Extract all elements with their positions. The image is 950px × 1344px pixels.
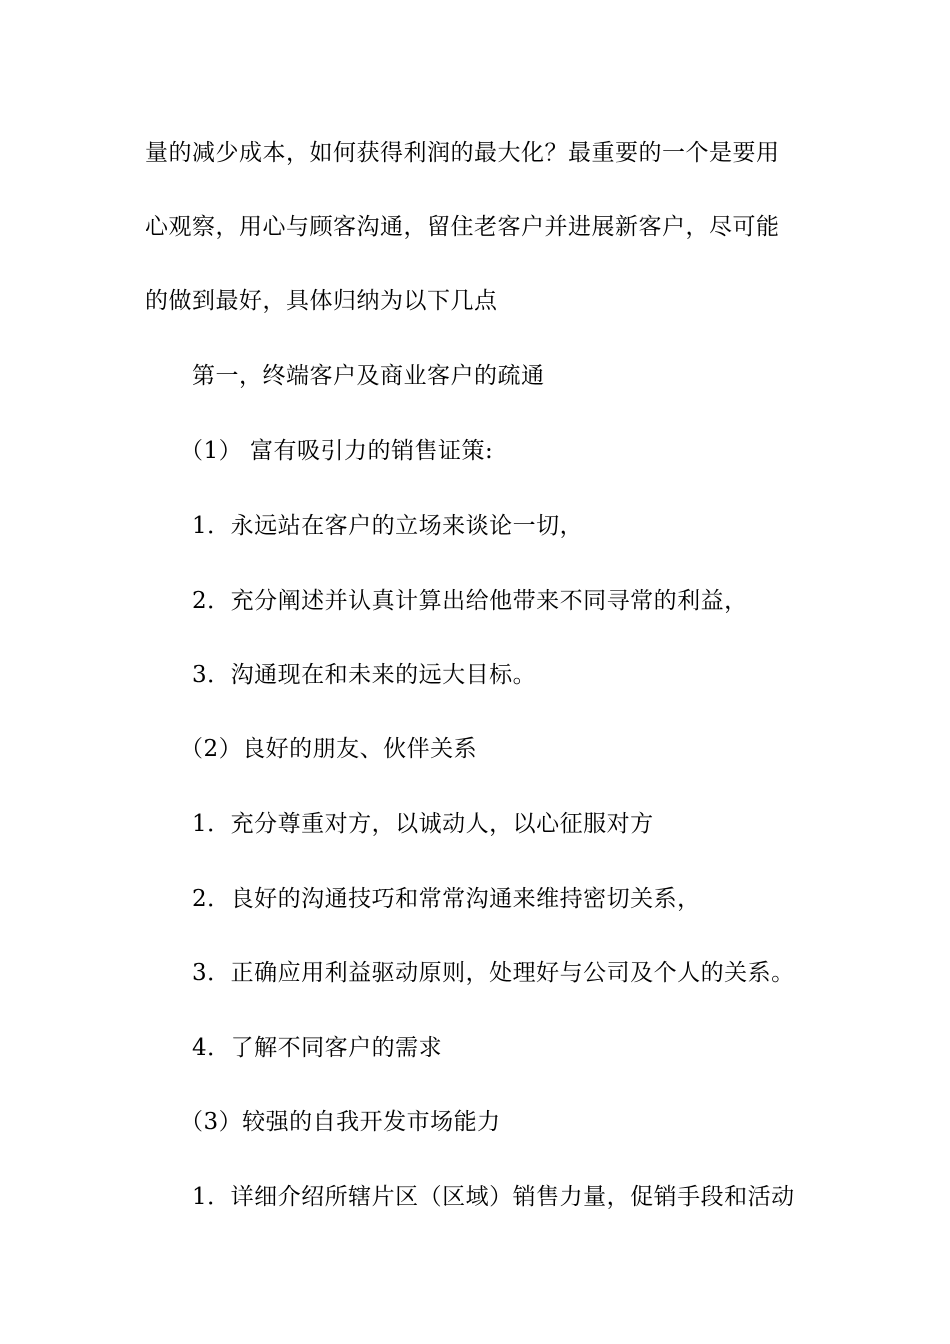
paragraph-line: 量的减少成本，如何获得利润的最大化？最重要的一个是要用 <box>145 140 780 166</box>
subsection-heading: （1） 富有吸引力的销售证策: <box>180 438 494 464</box>
list-item: 1．永远站在客户的立场来谈论一切， <box>192 513 584 539</box>
list-item: 3．沟通现在和未来的远大目标。 <box>192 662 537 688</box>
paragraph-line: 的做到最好，具体归纳为以下几点 <box>145 288 498 314</box>
subsection-heading: （3）较强的自我开发市场能力 <box>180 1109 501 1135</box>
list-item: 4．了解不同客户的需求 <box>192 1035 443 1061</box>
paragraph-line: 心观察，用心与顾客沟通，留住老客户并进展新客户，尽可能 <box>145 214 780 240</box>
section-heading: 第一，终端客户及商业客户的疏通 <box>192 363 545 389</box>
subsection-heading: （2）良好的朋友、伙伴关系 <box>180 736 478 762</box>
list-item: 1．充分尊重对方，以诚动人，以心征服对方 <box>192 811 654 837</box>
list-item: 2．充分阐述并认真计算出给他带来不同寻常的利益， <box>192 588 748 614</box>
list-item: 3．正确应用利益驱动原则，处理好与公司及个人的关系。 <box>192 960 795 986</box>
list-item: 2．良好的沟通技巧和常常沟通来维持密切关系， <box>192 886 701 912</box>
list-item: 1．详细介绍所辖片区（区域）销售力量，促销手段和活动 <box>192 1184 795 1210</box>
